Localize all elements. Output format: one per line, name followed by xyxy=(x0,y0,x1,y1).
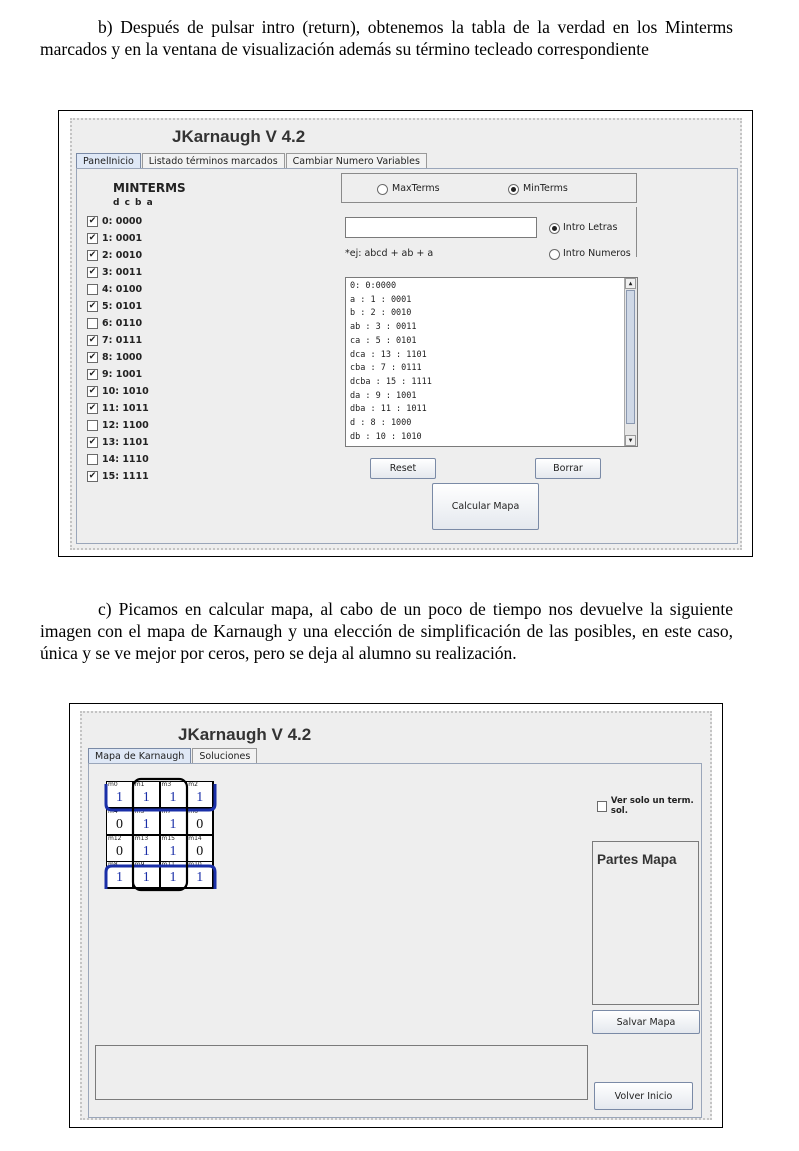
kmap-cell-index: m3 xyxy=(161,781,172,788)
tab-bar xyxy=(76,153,428,169)
ver-solo-checkbox[interactable] xyxy=(597,801,607,812)
output-line: da : 9 : 1001 xyxy=(350,390,417,401)
group-bottom-corners xyxy=(106,866,215,889)
minterm-label: 4: 0100 xyxy=(102,284,143,295)
minterm-row[interactable] xyxy=(87,264,149,281)
output-line: dcba : 15 : 1111 xyxy=(350,376,432,387)
karnaugh-groups xyxy=(99,774,224,899)
kmap-cell-index: m0 xyxy=(108,781,118,788)
minterm-checkbox[interactable]: ✔ xyxy=(88,216,97,226)
group-center-columns xyxy=(133,779,187,890)
kmap-cell-index: m12 xyxy=(108,834,122,842)
kmap-cell-index: m5 xyxy=(134,807,145,815)
minterm-checkbox[interactable]: ✔ xyxy=(88,369,97,379)
paragraph-b: b) Después de pulsar intro (return), obtenemos la tabla de la verdad en los Minterms marcados y en la ventana de visualización además su término tecleado correspondiente xyxy=(40,17,733,59)
borrar-button[interactable]: Borrar xyxy=(535,458,601,479)
minterm-row[interactable] xyxy=(87,468,149,485)
maxterms-radio[interactable] xyxy=(377,184,388,195)
minterm-checkbox[interactable]: ✔ xyxy=(88,403,97,413)
kmap-cell-index: m14 xyxy=(188,834,202,842)
minterm-row[interactable] xyxy=(87,366,149,383)
output-line: db : 10 : 1010 xyxy=(350,431,422,442)
kmap-cell-value: 0 xyxy=(116,843,123,859)
ver-solo-label: Ver solo un term. sol. xyxy=(610,796,694,816)
kmap-cell-value: 1 xyxy=(116,870,123,886)
output-line: cba : 7 : 0111 xyxy=(350,363,422,374)
kmap-cell-index: m9 xyxy=(134,861,145,869)
output-line: b : 2 : 0010 xyxy=(350,308,412,319)
output-line: ab : 3 : 0011 xyxy=(350,322,417,333)
minterm-row[interactable] xyxy=(87,434,149,451)
kmap-cell-index: m7 xyxy=(161,807,172,815)
kmap-cell-value: 0 xyxy=(116,816,123,832)
partes-mapa-title: Partes Mapa xyxy=(597,852,677,867)
output-line: dba : 11 : 1011 xyxy=(350,404,427,415)
minterm-label: 13: 1101 xyxy=(102,437,149,448)
term-type-group xyxy=(341,173,637,203)
screenshot-panel-inicio xyxy=(58,110,753,557)
kmap-cell-index: m13 xyxy=(134,834,149,842)
intro-letras-radio[interactable] xyxy=(549,223,560,234)
kmap-cell-value: 0 xyxy=(196,816,204,832)
kmap-cell-value: 1 xyxy=(169,870,177,886)
minterm-label: 11: 1011 xyxy=(102,403,149,414)
screenshot-karnaugh-map xyxy=(69,703,723,1128)
minterm-row[interactable] xyxy=(87,247,149,264)
minterm-checkbox[interactable]: ✔ xyxy=(88,301,97,311)
app-title: JKarnaugh V 4.2 xyxy=(172,127,306,146)
minterm-label: 15: 1111 xyxy=(102,471,149,482)
minterms-columns: d c b a xyxy=(113,198,154,208)
volver-inicio-button[interactable]: Volver Inicio xyxy=(594,1082,693,1110)
app-window-2 xyxy=(80,711,712,1120)
minterm-checkbox[interactable]: ✔ xyxy=(88,267,97,277)
kmap-cell-index: m4 xyxy=(108,807,118,815)
mapa-panel xyxy=(88,763,702,1118)
calcular-mapa-button[interactable]: Calcular Mapa xyxy=(432,483,539,530)
minterm-row[interactable] xyxy=(87,349,149,366)
minterm-row[interactable] xyxy=(87,451,149,468)
minterm-label: 8: 1000 xyxy=(102,352,143,363)
minterm-row[interactable] xyxy=(87,298,149,315)
kmap-cell-value: 1 xyxy=(142,790,150,805)
minterm-checkbox[interactable] xyxy=(87,318,98,329)
kmap-cell-value: 1 xyxy=(196,870,204,886)
minterm-label: 5: 0101 xyxy=(102,301,143,312)
kmap-cell-value: 1 xyxy=(116,790,123,805)
scroll-up-icon[interactable]: ▲ xyxy=(625,278,636,289)
tab-cambiar-variables[interactable]: Cambiar Numero Variables xyxy=(286,153,427,169)
kmap-cell-index: m15 xyxy=(161,834,175,842)
minterm-checkbox[interactable]: ✔ xyxy=(88,335,97,345)
intro-numeros-label: Intro Numeros xyxy=(563,248,631,259)
output-scrollbar[interactable] xyxy=(624,278,637,446)
minterm-row[interactable] xyxy=(87,230,149,247)
output-line: d : 8 : 1000 xyxy=(350,418,412,429)
kmap-cell-index: m8 xyxy=(108,861,118,869)
tab-mapa-karnaugh[interactable]: Mapa de Karnaugh xyxy=(88,748,191,764)
minterms-radio-label: MinTerms xyxy=(523,183,568,194)
minterm-row[interactable] xyxy=(87,400,149,417)
minterm-checkbox[interactable]: ✔ xyxy=(88,352,97,362)
output-line: a : 1 : 0001 xyxy=(350,294,412,305)
app-title: JKarnaugh V 4.2 xyxy=(178,725,312,744)
tab-bar xyxy=(88,748,258,764)
minterms-list xyxy=(87,213,149,485)
intro-numeros-radio[interactable] xyxy=(549,249,560,260)
minterm-row[interactable] xyxy=(87,281,149,298)
minterm-row[interactable] xyxy=(87,213,149,230)
partes-mapa-panel xyxy=(592,841,699,1005)
minterm-label: 1: 0001 xyxy=(102,233,143,244)
tab-listado-terminos[interactable]: Listado términos marcados xyxy=(142,153,285,169)
minterm-checkbox[interactable] xyxy=(87,420,98,431)
term-input[interactable] xyxy=(345,217,537,238)
output-line: ca : 5 : 0101 xyxy=(350,335,417,346)
kmap-cell-index: m6 xyxy=(188,807,198,815)
kmap-cell-value: 1 xyxy=(142,816,150,832)
kmap-cell-value: 1 xyxy=(169,843,177,859)
intro-letras-label: Intro Letras xyxy=(563,222,618,233)
minterms-radio[interactable] xyxy=(508,184,519,195)
output-line: 0: 0:0000 xyxy=(350,281,397,291)
minterm-row[interactable] xyxy=(87,417,149,434)
output-area[interactable] xyxy=(345,277,638,447)
maxterms-label: MaxTerms xyxy=(392,183,440,194)
minterm-label: 10: 1010 xyxy=(102,386,149,397)
salvar-mapa-button[interactable]: Salvar Mapa xyxy=(592,1010,700,1034)
minterm-checkbox[interactable]: ✔ xyxy=(88,233,97,243)
group-top-corners xyxy=(106,784,215,810)
kmap-cell-value: 0 xyxy=(196,843,204,859)
example-text: *ej: abcd + ab + a xyxy=(345,248,434,259)
minterm-label: 7: 0111 xyxy=(102,335,143,346)
kmap-cell-value: 1 xyxy=(169,816,177,832)
minterm-label: 0: 0000 xyxy=(102,216,143,227)
app-window-1 xyxy=(70,118,742,550)
kmap-cell-value: 1 xyxy=(196,790,204,805)
scroll-thumb[interactable] xyxy=(626,290,635,424)
minterm-label: 2: 0010 xyxy=(102,250,143,261)
minterm-checkbox[interactable] xyxy=(87,284,98,295)
kmap-cell-index: m11 xyxy=(161,861,175,869)
output-line: dca : 13 : 1101 xyxy=(350,349,427,360)
scroll-down-icon[interactable]: ▼ xyxy=(625,435,636,446)
tab-soluciones[interactable]: Soluciones xyxy=(192,748,257,764)
minterm-label: 12: 1100 xyxy=(102,420,149,431)
minterm-label: 14: 1110 xyxy=(102,454,149,465)
ver-solo-option[interactable] xyxy=(597,796,701,816)
minterm-checkbox[interactable]: ✔ xyxy=(88,437,97,447)
minterm-label: 6: 0110 xyxy=(102,318,143,329)
message-area[interactable] xyxy=(95,1045,588,1100)
minterm-row[interactable] xyxy=(87,383,149,400)
minterms-title: MINTERMS xyxy=(113,181,186,195)
minterm-row[interactable] xyxy=(87,315,149,332)
tab-panel-inicio[interactable]: PanelInicio xyxy=(76,153,141,169)
output-lines xyxy=(350,280,633,444)
minterm-row[interactable] xyxy=(87,332,149,349)
minterm-label: 3: 0011 xyxy=(102,267,143,278)
kmap-cell-value: 1 xyxy=(142,843,150,859)
reset-button[interactable]: Reset xyxy=(370,458,436,479)
minterm-label: 9: 1001 xyxy=(102,369,143,380)
kmap-cell-value: 1 xyxy=(142,870,150,886)
kmap-cell-index: m2 xyxy=(188,781,198,788)
panel-inicio xyxy=(76,168,738,544)
kmap-cell-index: m10 xyxy=(188,861,202,869)
paragraph-c: c) Picamos en calcular mapa, al cabo de un poco de tiempo nos devuelve la siguiente imagen con el mapa de Karnaugh y una elección de simplificación de las posibles, en este caso, única y se ve mejor por ceros, pero se deja al alumno su realización. xyxy=(40,599,733,663)
minterm-checkbox[interactable]: ✔ xyxy=(88,250,97,260)
minterm-checkbox[interactable]: ✔ xyxy=(88,386,97,396)
kmap-cell-value: 1 xyxy=(169,790,177,805)
kmap-cell-index: m1 xyxy=(134,781,145,788)
minterm-checkbox[interactable] xyxy=(87,454,98,465)
minterm-checkbox[interactable]: ✔ xyxy=(88,471,97,481)
